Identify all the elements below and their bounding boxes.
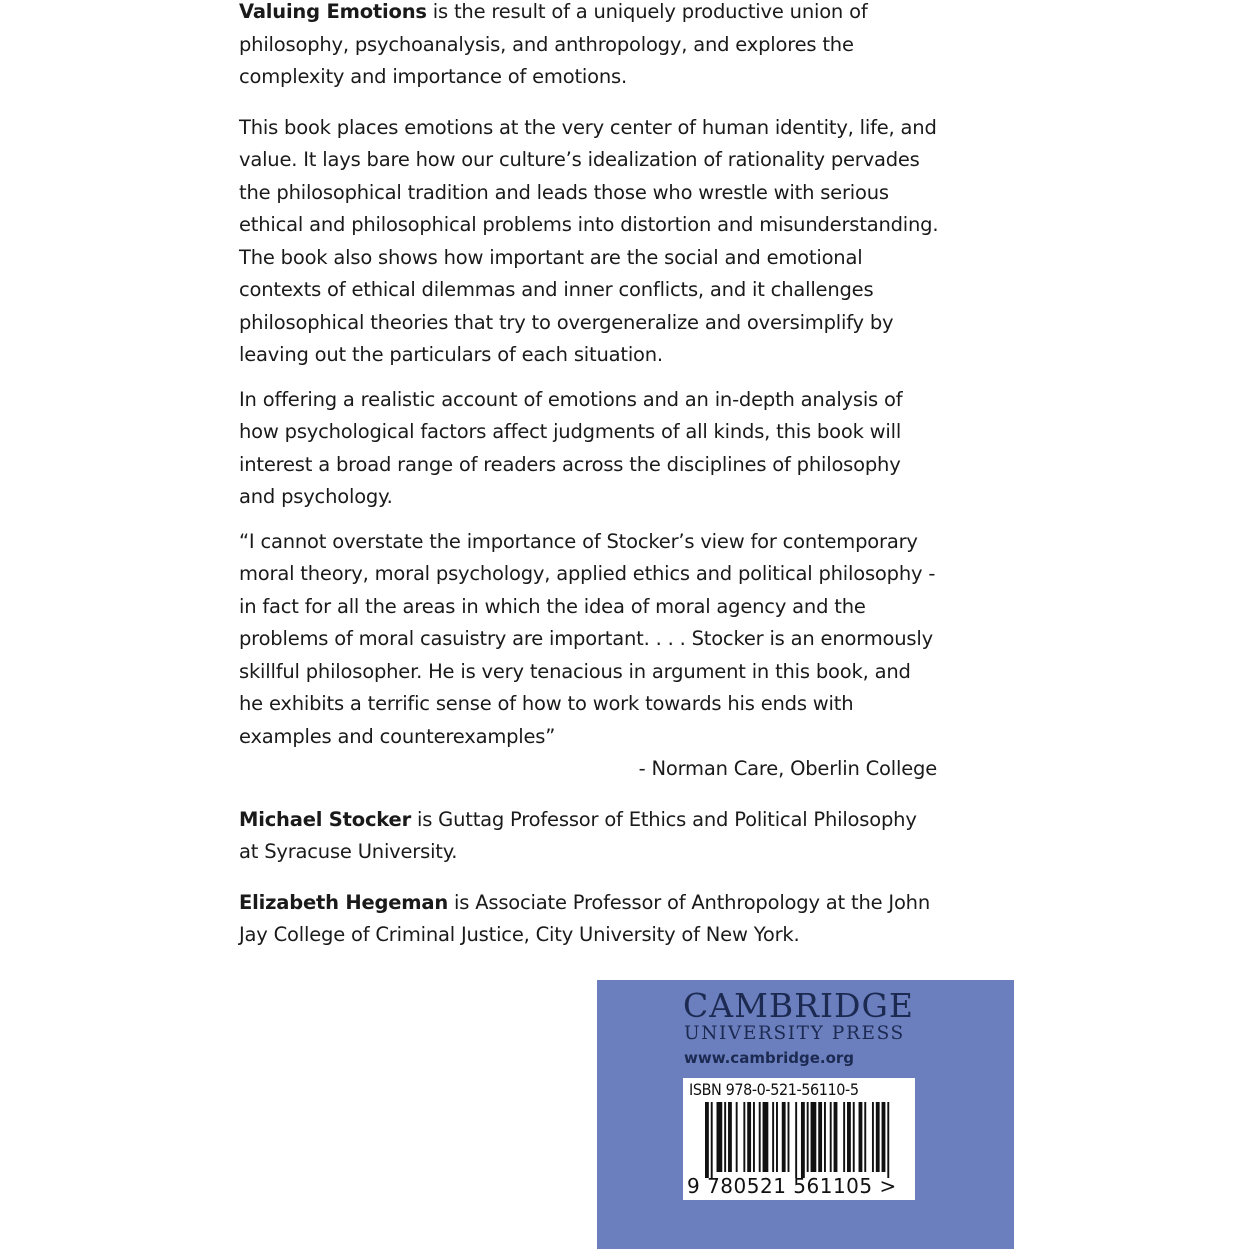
intro-paragraph bbox=[239, 0, 939, 94]
author-name-1: Michael Stocker bbox=[239, 807, 411, 831]
barcode-bar bbox=[843, 1102, 845, 1172]
barcode-bar bbox=[724, 1102, 726, 1172]
barcode-bar bbox=[824, 1102, 826, 1172]
barcode-bar bbox=[782, 1102, 786, 1172]
description-paragraph: This book places emotions at the very center of human identity, life, and value. It lays bare how our culture’s idealization of rationality pervades the philosophical tradition and leads those who wrestle with serious ethical and philosophical problems into distortion and misunderstanding. The book also shows how important are the social and emotional contexts of ethical dilemmas and inner conflicts, and it challenges philosophical theories that try to overgeneralize and oversimplify by leaving out the particulars of each situation. bbox=[239, 115, 939, 366]
barcode-bar bbox=[705, 1102, 709, 1178]
audience-paragraph: In offering a realistic account of emotions and an in-depth analysis of how psychological factors affect judgments of all kinds, this book will interest a broad range of readers across the disciplines of philosophy and psychology. bbox=[239, 387, 903, 508]
author-bio-1 bbox=[239, 804, 939, 869]
quote-attribution: - Norman Care, Oberlin College bbox=[638, 757, 937, 780]
publisher-panel bbox=[597, 980, 1014, 1249]
barcode-bar bbox=[795, 1102, 797, 1178]
barcode-bar bbox=[776, 1102, 778, 1172]
barcode-bar bbox=[763, 1102, 769, 1172]
barcode-bar bbox=[747, 1102, 751, 1172]
book-title: Valuing Emotions bbox=[239, 0, 427, 23]
barcode-bar bbox=[876, 1102, 880, 1172]
author-bio-text-2: is Associate Professor of Anthropology at the John Jay College of Criminal Justice, City University of New York. bbox=[239, 890, 930, 946]
barcode-bar bbox=[772, 1102, 774, 1172]
barcode-bar bbox=[834, 1102, 838, 1172]
barcode-bar bbox=[872, 1102, 874, 1172]
barcode-bar bbox=[736, 1102, 738, 1172]
barcode-bar bbox=[882, 1102, 886, 1172]
author-bio-2 bbox=[239, 887, 939, 952]
barcode-box bbox=[683, 1078, 915, 1200]
barcode-bar bbox=[753, 1102, 755, 1172]
barcode-bar bbox=[818, 1102, 822, 1172]
barcode-bar bbox=[743, 1102, 745, 1172]
barcode-bar bbox=[728, 1102, 732, 1172]
barcode-bar bbox=[788, 1102, 790, 1172]
barcode-icon bbox=[705, 1102, 895, 1178]
barcode-bar bbox=[864, 1102, 866, 1172]
barcode-bar bbox=[711, 1102, 713, 1178]
barcode-bar bbox=[887, 1102, 889, 1178]
barcode-bar bbox=[830, 1102, 832, 1172]
barcode-bar bbox=[717, 1102, 723, 1172]
publisher-url: www.cambridge.org bbox=[684, 1049, 855, 1067]
ean-digits: 9 780521 561105 > bbox=[687, 1174, 897, 1198]
barcode-bar bbox=[859, 1102, 863, 1172]
isbn-label: ISBN 978-0-521-56110-5 bbox=[689, 1080, 859, 1099]
barcode-bar bbox=[801, 1102, 805, 1178]
barcode-bar bbox=[853, 1102, 855, 1172]
author-bio-text-1: is Guttag Professor of Ethics and Political Philosophy at Syracuse University. bbox=[239, 807, 917, 863]
publisher-name: CAMBRIDGE bbox=[683, 986, 914, 1025]
publisher-subtitle: UNIVERSITY PRESS bbox=[684, 1023, 905, 1044]
barcode-bar bbox=[811, 1102, 817, 1172]
barcode-bar bbox=[807, 1102, 809, 1172]
barcode-bar bbox=[759, 1102, 761, 1172]
review-quote: “I cannot overstate the importance of Stocker’s view for contemporary moral theory, moral psychology, applied ethics and political philosophy - in fact for all the areas in which the idea of moral agency and the problems of moral casuistry are important. . . . Stocker is an enormously skillful philosopher. He is very tenacious in argument in this book, and he exhibits a terrific sense of how to work towards his ends with examples and counterexamples” bbox=[239, 529, 936, 748]
author-name-2: Elizabeth Hegeman bbox=[239, 890, 449, 914]
barcode-bar bbox=[847, 1102, 851, 1172]
intro-text: is the result of a uniquely productive union of philosophy, psychoanalysis, and anthropology, and explores the complexity and importance of emotions. bbox=[239, 0, 868, 88]
back-cover-text bbox=[239, 0, 939, 952]
